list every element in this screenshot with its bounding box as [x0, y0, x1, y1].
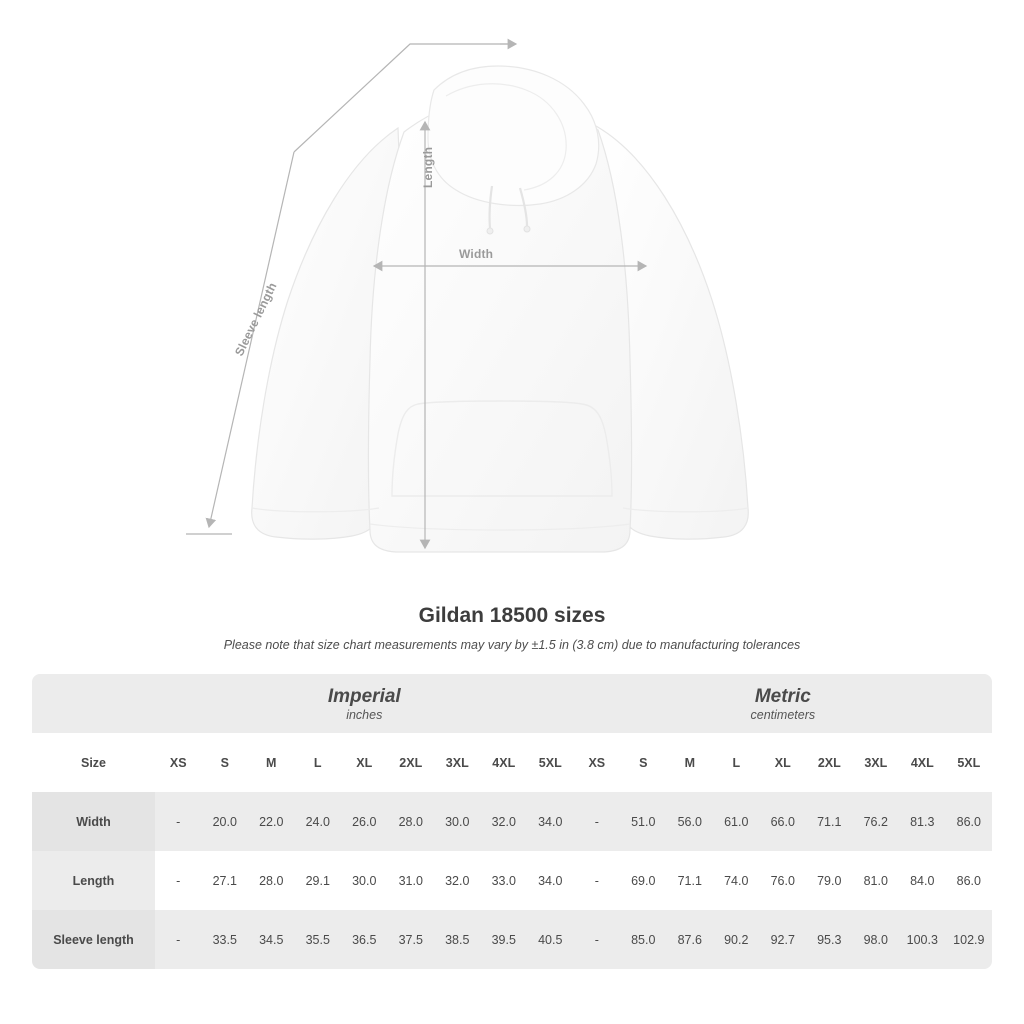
cell-length-imperial-2xl: 31.0 [388, 851, 435, 910]
cell-length-imperial-m: 28.0 [248, 851, 295, 910]
cell-length-metric-xs: - [574, 851, 621, 910]
cell-width-imperial-2xl: 28.0 [388, 792, 435, 851]
size-chart-table [32, 674, 992, 969]
col-header-m-metric: M [667, 733, 714, 792]
table-row [32, 910, 992, 969]
cell-sleeve-metric-xs: - [574, 910, 621, 969]
cell-sleeve-metric-2xl: 95.3 [806, 910, 853, 969]
system-header-row [32, 674, 992, 733]
cell-length-metric-4xl: 84.0 [899, 851, 946, 910]
cell-width-imperial-3xl: 30.0 [434, 792, 481, 851]
col-header-xl-imperial: XL [341, 733, 388, 792]
cell-sleeve-imperial-4xl: 39.5 [481, 910, 528, 969]
title-block [0, 604, 1024, 652]
cell-width-imperial-s: 20.0 [202, 792, 249, 851]
col-header-3xl-metric: 3XL [853, 733, 900, 792]
metric-name: Metric [754, 685, 811, 707]
size-chart-table-wrap [32, 674, 992, 969]
cell-width-imperial-l: 24.0 [295, 792, 342, 851]
metric-unit: centimeters [750, 708, 816, 723]
size-label: Size [32, 733, 155, 792]
length-dimension-label: Length [421, 146, 435, 188]
cell-length-imperial-3xl: 32.0 [434, 851, 481, 910]
cell-sleeve-metric-s: 85.0 [620, 910, 667, 969]
cell-sleeve-imperial-2xl: 37.5 [388, 910, 435, 969]
cell-sleeve-imperial-5xl: 40.5 [527, 910, 574, 969]
cell-length-metric-3xl: 81.0 [853, 851, 900, 910]
imperial-unit: inches [346, 708, 383, 723]
table-row [32, 792, 992, 851]
col-header-2xl-imperial: 2XL [388, 733, 435, 792]
tolerance-note: Please note that size chart measurements may vary by ±1.5 in (3.8 cm) due to manufacturing tolerances [223, 638, 801, 652]
col-header-l-imperial: L [295, 733, 342, 792]
col-header-4xl-imperial: 4XL [481, 733, 528, 792]
col-header-2xl-metric: 2XL [806, 733, 853, 792]
cell-width-metric-5xl: 86.0 [946, 792, 992, 851]
corner-cell [32, 674, 155, 733]
cell-sleeve-metric-l: 90.2 [713, 910, 760, 969]
cell-sleeve-imperial-xs: - [155, 910, 202, 969]
cell-length-imperial-4xl: 33.0 [481, 851, 528, 910]
col-header-3xl-imperial: 3XL [434, 733, 481, 792]
cell-width-metric-l: 61.0 [713, 792, 760, 851]
col-header-xs-imperial: XS [155, 733, 202, 792]
cell-sleeve-imperial-l: 35.5 [295, 910, 342, 969]
cell-width-imperial-5xl: 34.0 [527, 792, 574, 851]
col-header-l-metric: L [713, 733, 760, 792]
cell-width-imperial-m: 22.0 [248, 792, 295, 851]
cell-width-metric-xl: 66.0 [760, 792, 807, 851]
col-header-m-imperial: M [248, 733, 295, 792]
size-header-row [32, 733, 992, 792]
cell-width-metric-2xl: 71.1 [806, 792, 853, 851]
cell-length-metric-xl: 76.0 [760, 851, 807, 910]
cell-width-metric-xs: - [574, 792, 621, 851]
col-header-s-metric: S [620, 733, 667, 792]
cell-sleeve-metric-4xl: 100.3 [899, 910, 946, 969]
cell-width-imperial-4xl: 32.0 [481, 792, 528, 851]
cell-length-metric-s: 69.0 [620, 851, 667, 910]
cell-width-metric-s: 51.0 [620, 792, 667, 851]
width-dimension-label: Width [459, 247, 494, 261]
col-header-5xl-imperial: 5XL [527, 733, 574, 792]
cell-sleeve-metric-3xl: 98.0 [853, 910, 900, 969]
cell-sleeve-metric-5xl: 102.9 [946, 910, 992, 969]
cell-width-metric-3xl: 76.2 [853, 792, 900, 851]
cell-length-metric-l: 74.0 [713, 851, 760, 910]
col-header-5xl-metric: 5XL [946, 733, 992, 792]
cell-length-imperial-l: 29.1 [295, 851, 342, 910]
page-title: Gildan 18500 sizes [418, 604, 606, 627]
cell-sleeve-imperial-xl: 36.5 [341, 910, 388, 969]
imperial-header [155, 674, 574, 733]
cell-sleeve-metric-xl: 92.7 [760, 910, 807, 969]
cell-length-metric-2xl: 79.0 [806, 851, 853, 910]
row-label-length: Length [32, 851, 155, 910]
cell-length-imperial-5xl: 34.0 [527, 851, 574, 910]
cell-width-metric-m: 56.0 [667, 792, 714, 851]
cell-sleeve-imperial-m: 34.5 [248, 910, 295, 969]
cell-sleeve-metric-m: 87.6 [667, 910, 714, 969]
cell-length-metric-5xl: 86.0 [946, 851, 992, 910]
row-label-sleeve-length: Sleeve length [32, 910, 155, 969]
cell-width-imperial-xs: - [155, 792, 202, 851]
col-header-s-imperial: S [202, 733, 249, 792]
row-label-width: Width [32, 792, 155, 851]
cell-sleeve-imperial-3xl: 38.5 [434, 910, 481, 969]
cell-length-metric-m: 71.1 [667, 851, 714, 910]
metric-header [574, 674, 992, 733]
col-header-4xl-metric: 4XL [899, 733, 946, 792]
imperial-name: Imperial [327, 685, 401, 707]
hoodie-shape [252, 66, 749, 552]
cell-length-imperial-s: 27.1 [202, 851, 249, 910]
col-header-xs-metric: XS [574, 733, 621, 792]
table-row [32, 851, 992, 910]
cell-length-imperial-xl: 30.0 [341, 851, 388, 910]
sleeve-length-dimension-label: Sleeve length [232, 280, 280, 359]
cell-length-imperial-xs: - [155, 851, 202, 910]
cell-width-imperial-xl: 26.0 [341, 792, 388, 851]
cell-sleeve-imperial-s: 33.5 [202, 910, 249, 969]
cell-width-metric-4xl: 81.3 [899, 792, 946, 851]
col-header-xl-metric: XL [760, 733, 807, 792]
